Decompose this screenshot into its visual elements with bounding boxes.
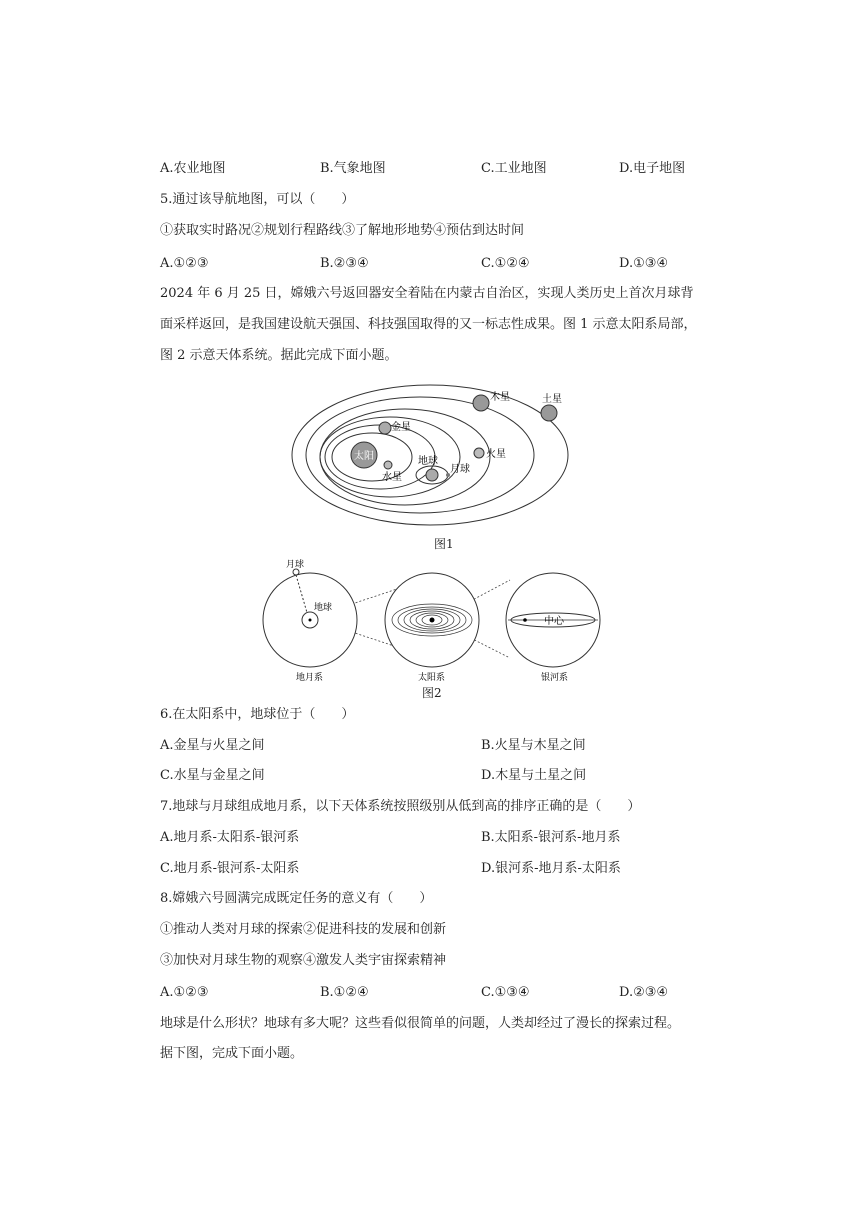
q6-option-c: C.水星与金星之间 — [160, 768, 265, 783]
q4-option-d: D.电子地图 — [619, 161, 686, 176]
q8-option-d: D.②③④ — [619, 985, 669, 1000]
q8-option-b: B.①②④ — [320, 985, 369, 1000]
q4-option-a: A.农业地图 — [160, 161, 226, 176]
jupiter-label: 木星 — [490, 392, 510, 403]
q7-option-a: A.地月系-太阳系-银河系 — [160, 830, 300, 845]
mercury — [384, 461, 392, 469]
q8-option-a: A.①②③ — [160, 985, 209, 1000]
q7-option-d: D.银河系-地月系-太阳系 — [481, 861, 621, 876]
q5-stem: 5.通过该导航地图，可以（ ） — [160, 192, 355, 207]
q6-option-a: A.金星与火星之间 — [160, 738, 265, 753]
q6-option-b: B.火星与木星之间 — [481, 738, 586, 753]
passage2-line-1: 地球是什么形状？地球有多大呢？这些看似很简单的问题，人类却经过了漫长的探索过程。 — [160, 1016, 681, 1031]
q8-stem: 8.嫦娥六号圆满完成既定任务的意义有（ ） — [160, 891, 433, 906]
q5-option-b: B.②③④ — [320, 256, 369, 271]
moon-label: 月球 — [450, 464, 470, 475]
passage1-line-1: 2024 年 6 月 25 日，嫦娥六号返回器安全着陆在内蒙古自治区，实现人类历史上首次月球背 — [160, 286, 694, 301]
passage1-line-2: 面采样返回，是我国建设航天强国、科技强国取得的又一标志性成果。图 1 示意太阳系局部， — [160, 317, 697, 332]
q8-option-c: C.①③④ — [481, 985, 530, 1000]
orbit-1 — [292, 385, 568, 525]
mercury-label: 水星 — [382, 472, 402, 483]
venus-label: 金星 — [391, 422, 411, 433]
earth — [426, 469, 438, 481]
q7-option-b: B.太阳系-银河系-地月系 — [481, 830, 621, 845]
jupiter — [473, 395, 489, 411]
venus — [379, 422, 391, 434]
solar-system-caption: 太阳系 — [418, 673, 446, 683]
figure1-caption: 图1 — [434, 537, 454, 551]
q6-option-d: D.木星与土星之间 — [481, 768, 587, 783]
saturn — [541, 405, 557, 421]
mars-label: 火星 — [486, 449, 506, 460]
galaxy-caption: 银河系 — [541, 673, 569, 683]
q7-stem: 7.地球与月球组成地月系，以下天体系统按照级别从低到高的排序正确的是（ ） — [160, 799, 641, 814]
saturn-label: 土星 — [542, 394, 562, 405]
passage1-line-3: 图 2 示意天体系统。据此完成下面小题。 — [160, 348, 398, 363]
galaxy-center-label: 中心 — [544, 616, 564, 627]
earth-moon-earth-label: 地球 — [314, 603, 333, 613]
q5-option-d: D.①③④ — [619, 256, 669, 271]
q5-option-c: C.①②④ — [481, 256, 530, 271]
q5-items: ①获取实时路况②规划行程路线③了解地形地势④预估到达时间 — [160, 223, 525, 238]
q4-option-b: B.气象地图 — [320, 161, 386, 176]
q8-items-2: ③加快对月球生物的观察④激发人类宇宙探索精神 — [160, 953, 447, 968]
q6-stem: 6.在太阳系中，地球位于（ ） — [160, 707, 355, 722]
q5-option-a: A.①②③ — [160, 256, 209, 271]
figure2-celestial-systems — [260, 558, 610, 688]
q8-items-1: ①推动人类对月球的探索②促进科技的发展和创新 — [160, 922, 447, 937]
earth-moon-caption: 地月系 — [296, 673, 324, 683]
passage2-line-2: 据下图，完成下面小题。 — [160, 1046, 304, 1061]
q4-option-c: C.工业地图 — [481, 161, 547, 176]
earth-moon-moon-label: 月球 — [286, 560, 305, 570]
sun-label: 太阳 — [354, 451, 374, 462]
mars — [474, 448, 484, 458]
figure1-solar-system — [290, 375, 580, 555]
earth-label: 地球 — [418, 456, 438, 467]
q7-option-c: C.地月系-银河系-太阳系 — [160, 861, 300, 876]
figure2-caption: 图2 — [422, 686, 442, 700]
